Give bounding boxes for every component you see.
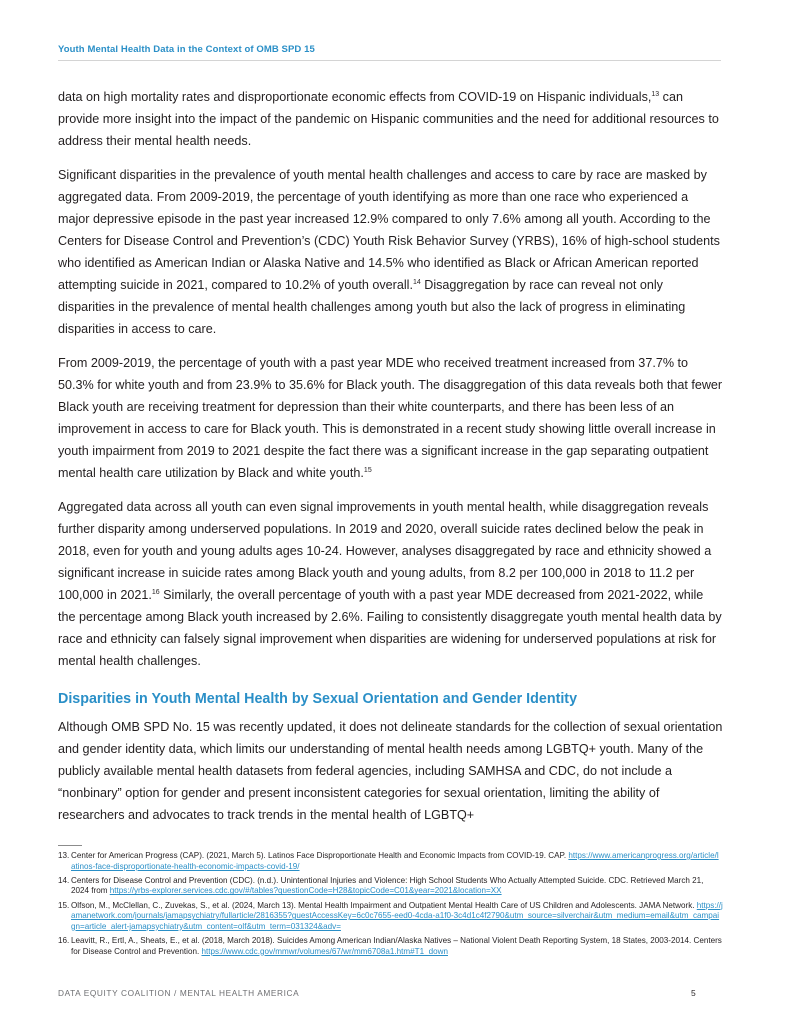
footnote-link[interactable]: https://yrbs-explorer.services.cdc.gov/#/tables?questionCode=H28&topicCode=C01&year=2021&location=XX (109, 886, 502, 896)
footnote-text: Center for American Progress (CAP). (2021, March 5). Latinos Face Disproportionate Health and Economic Impacts from COVID-19. CAP. (71, 851, 569, 860)
paragraph-2-text: Significant disparities in the prevalence of youth mental health challenges and access to care by race are masked by aggregated data. From 2009-2019, the percentage of youth identifying as more than one race who experienced a major depressive episode in the past year increased 12.9% compared to only 7.6% among all youth. According to the Centers for Disease Control and Prevention’s (CDC) Youth Risk Behavior Survey (YRBS), 16% of high-school students who identified as American Indian or Alaska Native and 14.5% who identified as Black or African American reported attempting suicide in 2021, compared to 10.2% of youth overall. (58, 168, 720, 292)
paragraph-2-text-cont: Disaggregation by race can reveal not only disparities in the prevalence of mental health challenges among youth but also the lack of progress in eliminating disparities in access to care. (58, 278, 686, 336)
paragraph-4 (58, 496, 723, 672)
paragraph-2 (58, 164, 723, 340)
paragraph-1-text: data on high mortality rates and disproportionate economic effects from COVID-19 on Hispanic individuals, (58, 90, 652, 104)
footnote-number: 14. (58, 875, 70, 885)
footnote-text: Olfson, M., McClellan, C., Zuvekas, S., et al. (2024, March 13). Mental Health Impairment and Outpatient Mental Health Care of US Children and Adolescents. JAMA Network. (71, 900, 697, 910)
footnote-ref-16[interactable]: 16 (151, 589, 160, 596)
section-heading: Disparities in Youth Mental Health by Sexual Orientation and Gender Identity (58, 691, 578, 707)
footnote-number: 13. (58, 851, 70, 860)
paragraph-3-text: From 2009-2019, the percentage of youth with a past year MDE who received treatment increased from 37.7% to 50.3% for white youth and from 23.9% to 35.6% for Black youth. The disaggregation of this data reveals both that fewer Black youth are receiving treatment for depression than their white counterparts, and there has been less of an improvement in access to care for Black youth. This is demonstrated in a recent study showing little overall increase in youth impairment from 2019 to 2021 despite the fact there was a significant increase in the gap separating outpatient mental health care utilization by Black and white youth. (58, 356, 723, 480)
footnote-ref-14[interactable]: 14 (412, 279, 421, 286)
footnote-text: Leavitt, R., Ertl, A., Sheats, E., et al. (2018, March 2018). Suicides Among American Indian/Alaska Natives – National Violent Death Reporting System, 18 States, 2003-2014. Centers for Disease Control and Prevention. (71, 935, 722, 956)
footnote-text: Centers for Disease Control and Prevention (CDC). (n.d.). Unintentional Injuries and Violence: High School Students Who Actually Attempted Suicide. CDC. Retrieved March 21, 2024 from (71, 875, 704, 896)
footnote-body (71, 936, 723, 957)
page-number: 5 (691, 988, 696, 998)
footnote-15 (58, 901, 723, 933)
footnote-ref-13[interactable]: 13 (651, 91, 660, 98)
footnote-body (71, 851, 723, 872)
paragraph-3 (58, 352, 723, 484)
running-header: Youth Mental Health Data in the Context of OMB SPD 15 (58, 44, 315, 55)
paragraph-5-text: Although OMB SPD No. 15 was recently updated, it does not delineate standards for the collection of sexual orientation and gender identity data, which limits our understanding of mental health needs among LGBTQ+ youth. Many of the publicly available mental health datasets from federal agencies, including SAMHSA and CDC, do not include a “nonbinary” option for gender and present inconsistent categories for sexual orientation, limiting the ability of researchers and advocates to track trends in the mental health of LGBTQ+ (58, 720, 723, 822)
paragraph-1-text-cont: can provide more insight into the impact of the pandemic on Hispanic communities and the need for additional resources to address their mental health needs. (58, 90, 719, 148)
footnote-16 (58, 936, 723, 957)
footnote-link[interactable]: https://www.americanprogress.org/article/latinos-face-disproportionate-health-economic-impacts-covid-19/ (71, 851, 719, 871)
footer-organizations: DATA EQUITY COALITION / MENTAL HEALTH AMERICA (58, 988, 300, 998)
footnote-link[interactable]: https://www.cdc.gov/mmwr/volumes/67/wr/mm6708a1.htm#T1_down (201, 946, 448, 956)
footnote-link[interactable]: https://jamanetwork.com/journals/jamapsychiatry/fullarticle/2816355?guestAccessKey=6c0c7655-eed0-4cda-a1f0-3c4d1c4f2790&utm_source=silverchair&utm_medium=email&utm_campaign=article_alert-jamapsychiatry&utm_content=olf&utm_term=031324&adv= (71, 900, 723, 931)
footnote-divider (58, 845, 82, 846)
footnote-number: 16. (58, 935, 70, 945)
footnote-13 (58, 851, 723, 872)
paragraph-5 (58, 716, 723, 826)
header-divider (58, 60, 721, 61)
paragraph-4-text: Aggregated data across all youth can even signal improvements in youth mental health, while disaggregation reveals further disparity among underserved populations. In 2019 and 2020, overall suicide rates declined below the peak in 2018, even for youth and young adults ages 10-24. However, analyses disaggregated by race and ethnicity showed a significant increase in suicide rates among Black youth and young adults, from 8.2 per 100,000 in 2018 to 11.2 per 100,000 in 2021. (58, 500, 712, 602)
main-body (58, 86, 723, 838)
footnote-number: 15. (58, 900, 70, 910)
paragraph-1 (58, 86, 723, 152)
footnote-ref-15[interactable]: 15 (363, 467, 372, 474)
footnote-body (71, 876, 723, 897)
footnote-14 (58, 876, 723, 897)
footnotes (58, 851, 723, 961)
paragraph-4-text-cont: Similarly, the overall percentage of youth with a past year MDE decreased from 2021-2022, while the percentage among Black youth increased by 2.6%. Failing to consistently disaggregate youth mental health data by race and ethnicity can falsely signal improvement when disparities are widening for underserved populations at risk for mental health challenges. (58, 588, 722, 668)
footnote-body (71, 901, 723, 933)
